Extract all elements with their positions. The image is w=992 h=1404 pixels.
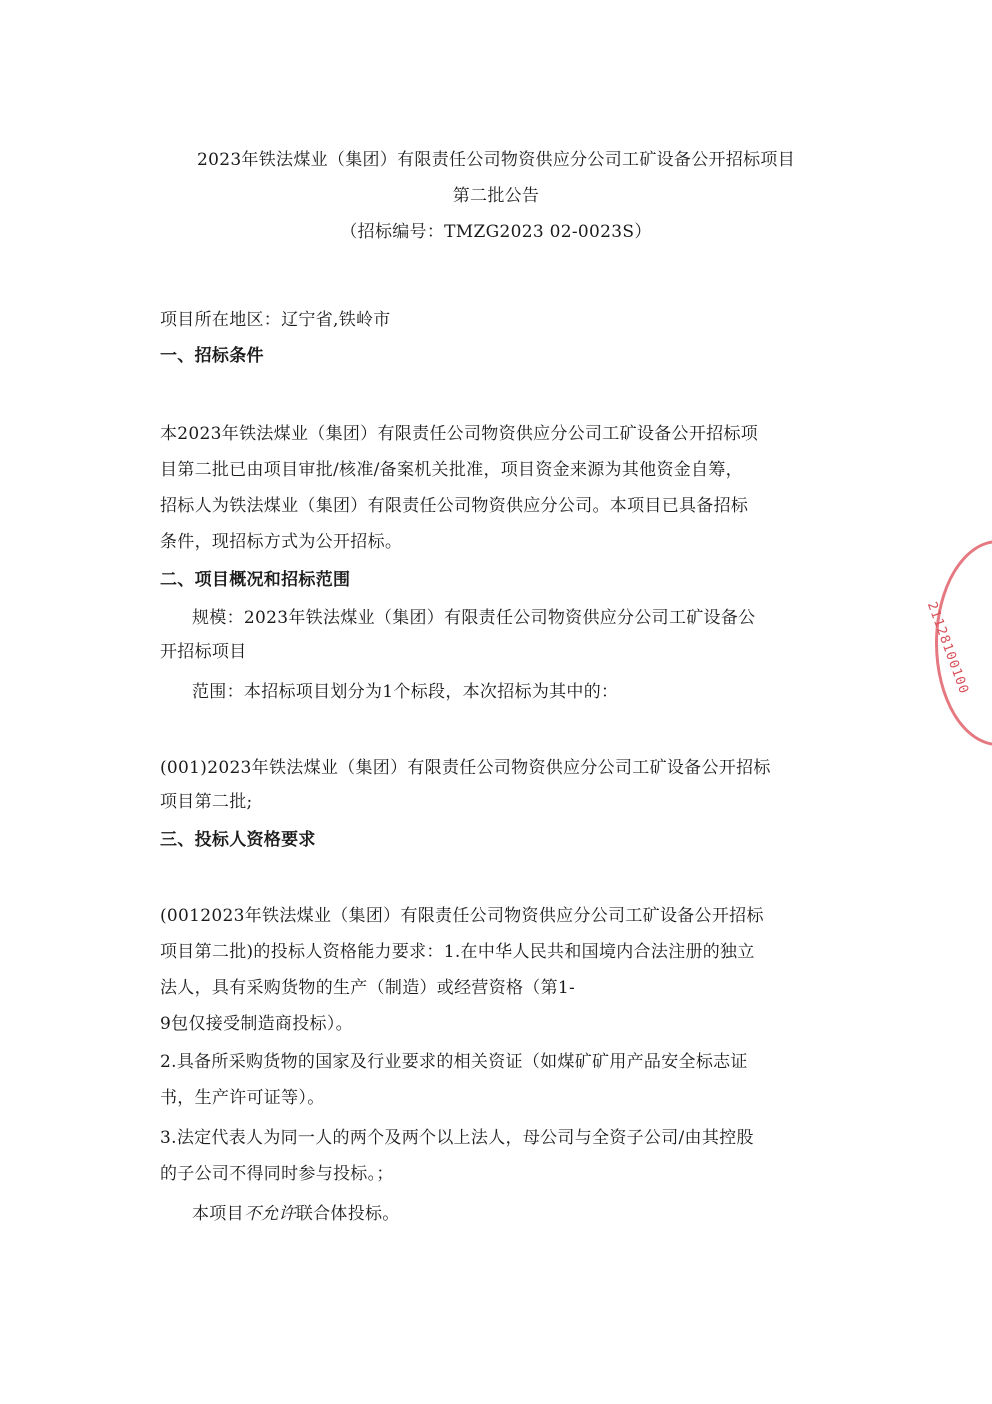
section-3-line: 2.具备所采购货物的国家及行业要求的相关资证（如煤矿矿用产品安全标志证: [160, 1052, 748, 1072]
seal-number: 21128100100: [923, 600, 972, 697]
scope-line: 范围：本招标项目划分为1个标段，本次招标为其中的：: [192, 682, 619, 702]
project-location: 项目所在地区：辽宁省,铁岭市: [160, 310, 391, 330]
scale-line-2: 开招标项目: [160, 642, 247, 662]
section-1-line: 目第二批已由项目审批/核准/备案机关批准，项目资金来源为其他资金自筹，: [160, 460, 743, 480]
section-3-line: (0012023年铁法煤业（集团）有限责任公司物资供应分公司工矿设备公开招标: [160, 906, 764, 926]
section-3-heading: 三、投标人资格要求: [160, 830, 316, 850]
lot-line-1: (001)2023年铁法煤业（集团）有限责任公司物资供应分公司工矿设备公开招标: [160, 758, 771, 778]
section-3-line: 9包仅接受制造商投标）。: [160, 1014, 353, 1034]
title-line-2: 第二批公告: [452, 186, 540, 206]
section-1-line: 本2023年铁法煤业（集团）有限责任公司物资供应分公司工矿设备公开招标项: [160, 424, 759, 444]
section-1-heading: 一、招标条件: [160, 346, 264, 366]
consortium-suffix: 联合体投标。: [295, 1204, 400, 1224]
section-3-line: 法人，具有采购货物的生产（制造）或经营资格（第1-: [160, 978, 576, 998]
consortium-emphasis: 不允许: [243, 1204, 296, 1224]
tender-number: （招标编号：TMZG2023 02-0023S）: [340, 222, 652, 242]
section-2-heading: 二、项目概况和招标范围: [160, 570, 351, 590]
section-3-line: 3.法定代表人为同一人的两个及两个以上法人，母公司与全资子公司/由其控股: [160, 1128, 754, 1148]
consortium-prefix: 本项目: [192, 1204, 244, 1224]
section-1-line: 条件，现招标方式为公开招标。: [160, 532, 403, 552]
section-1-line: 招标人为铁法煤业（集团）有限责任公司物资供应分公司。本项目已具备招标: [160, 496, 749, 516]
section-3-line: 项目第二批)的投标人资格能力要求：1.在中华人民共和国境内合法注册的独立: [160, 942, 755, 962]
section-3-line: 的子公司不得同时参与投标。；: [160, 1164, 394, 1184]
scale-line-1: 规模：2023年铁法煤业（集团）有限责任公司物资供应分公司工矿设备公: [192, 608, 756, 628]
title-line-1: 2023年铁法煤业（集团）有限责任公司物资供应分公司工矿设备公开招标项目: [196, 150, 796, 170]
lot-line-2: 项目第二批;: [160, 792, 253, 812]
section-3-line: 书，生产许可证等）。: [160, 1088, 325, 1108]
consortium-line: [192, 1202, 400, 1226]
